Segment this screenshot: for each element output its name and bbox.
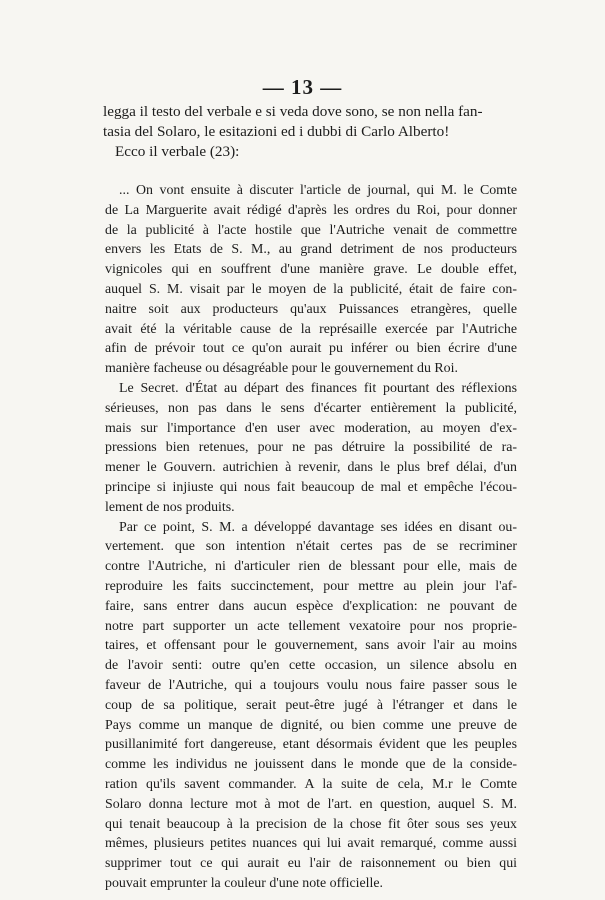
quote-line: mêmes, plusieurs petites nuances qui lui avait remarqué, comme aussi (105, 836, 517, 852)
quote-line: coup de sa politique, serait peut-être jugé à l'étranger et dans le (105, 697, 517, 713)
quote-line: ration qu'ils savent commander. A la suite de cela, M.r le Comte (105, 776, 517, 792)
intro-line: Ecco il verbale (23): (115, 143, 240, 160)
quote-line: auquel S. M. visait par le moyen de la publicité, était de faire con- (105, 281, 517, 297)
quote-line: vignicoles qui en souffrent d'une manière grave. Le double effet, (105, 262, 517, 278)
quote-line: Par ce point, S. M. a développé davantage ses idées en disant ou- (119, 519, 517, 535)
quote-line: qui tenait beaucoup à la precision de la chose fit ôter sous ses yeux (105, 816, 517, 832)
quote-line: naitre soit aux producteurs qu'aux Puissances etrangères, quelle (105, 301, 517, 317)
quote-line: pouvait emprunter la couleur d'une note officielle. (105, 875, 384, 891)
intro-paragraph (103, 102, 503, 162)
quote-line: pressions bien retenues, pour ne pas détruire la possibilité de ra- (105, 440, 517, 456)
quote-line: Solaro donna lecture mot à mot de l'art. en question, auquel S. M. (105, 796, 517, 812)
quote-line: taires, et offensant pour le gouvernement, sans avoir l'air au moins (105, 638, 517, 654)
quote-line: pusillanimité fort dangereuse, etant désormais évident que les peuples (105, 737, 517, 753)
quote-line: faire, sans entrer dans aucun espèce d'explication: ne pouvant de (105, 598, 517, 614)
quote-line: Le Secret. d'État au départ des finances fit pourtant des réflexions (119, 380, 517, 396)
quote-paragraph-2 (105, 379, 517, 518)
quoted-verbale (105, 181, 517, 894)
quote-line: supprimer tout ce qui aurait eu l'air de raisonnement ou bien qui (105, 856, 517, 872)
quote-line: notre part supporter un acte tellement vexatoire pour nos proprie- (105, 618, 517, 634)
quote-line: faveur de l'Autriche, qui a toujours voulu nous faire passer sous le (105, 677, 517, 693)
quote-line: envers les Etats de S. M., au grand detriment de nos producteurs (105, 242, 517, 258)
quote-line: de l'avoir senti: outre qu'en cette occasion, un silence absolu en (105, 658, 517, 674)
quote-line: mais sur l'importance d'en user avec moderation, au moyen d'ex- (105, 420, 517, 436)
quote-line: afin de prévoir tout ce qu'on aurait pu inférer ou bien écrire d'une (105, 341, 517, 357)
quote-line: vertement. que son intention n'était certes pas de se recriminer (105, 539, 517, 555)
quote-line: de la publicité à l'acte hostile que l'Autriche venait de commettre (105, 222, 517, 238)
quote-line: reproduire les faits succinctement, pour mettre au plein jour l'af- (105, 578, 517, 594)
quote-line: comme les individus ne jouissent dans le monde que de la conside- (105, 757, 517, 773)
quote-line: manière facheuse ou désagréable pour le gouvernement du Roi. (105, 361, 458, 377)
quote-line: ... On vont ensuite à discuter l'article de journal, qui M. le Comte (119, 183, 517, 198)
quote-line: de La Marguerite avait rédigé d'après les ordres du Roi, pour donner (105, 202, 517, 218)
quote-line: sérieuses, non pas dans le sens d'écarter entièrement la publicité, (105, 400, 517, 416)
page-number: — 13 — (262, 75, 343, 99)
quote-line: contre l'Autriche, ni d'articuler rien de blessant pour elle, mais de (105, 559, 517, 575)
quote-paragraph-3 (105, 518, 517, 894)
quote-line: Pays comme un manque de dignité, ou bien comme une preuve de (105, 717, 517, 733)
intro-line: tasia del Solaro, le esitazioni ed i dubbi di Carlo Alberto! (103, 123, 450, 140)
quote-line: lement de nos produits. (105, 499, 235, 515)
quote-line: mener le Gouvern. autrichien à revenir, dans le plus bref délai, d'un (105, 460, 517, 476)
intro-line: legga il testo del verbale e si veda dove sono, se non nella fan- (103, 103, 483, 120)
quote-paragraph-1 (105, 181, 517, 379)
quote-line: avait été la véritable cause de la représaille exercée par l'Autriche (105, 321, 517, 337)
quote-line: principe si injiuste qui nous fait beaucoup de mal et empêche l'écou- (105, 479, 517, 495)
